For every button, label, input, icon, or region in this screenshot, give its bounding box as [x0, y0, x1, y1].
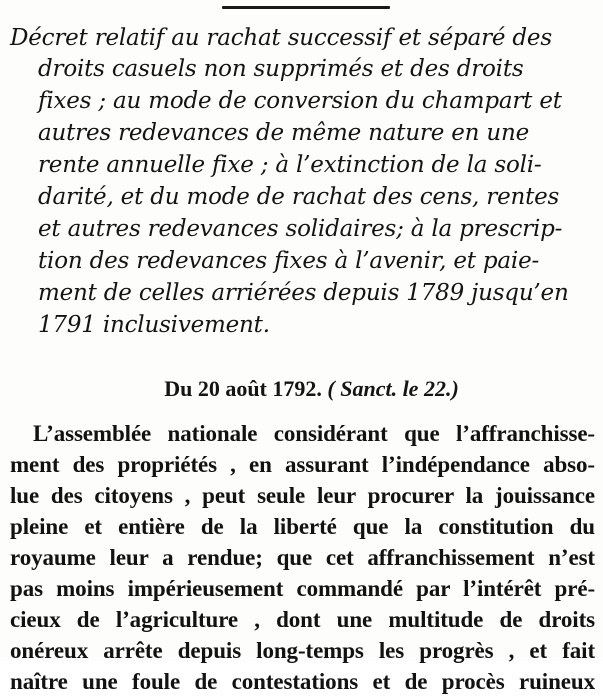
title-line: 1791 inclusivement.: [38, 312, 270, 338]
body-line: pas moins impérieusement commandé par l’intérêt pré-: [10, 576, 595, 601]
title-line: ment de celles arriérées depuis 1789 jusqu’en: [38, 280, 569, 306]
body-line: royaume leur a rendue; que cet affranchissement n’est: [10, 545, 595, 570]
title-line: darité, et du mode de rachat des cens, rentes: [38, 184, 560, 210]
title-line: tion des redevances fixes à l’avenir, et paie-: [38, 248, 540, 274]
title-line: autres redevances de même nature en une: [38, 120, 530, 146]
title-line: rente annuelle fixe ; à l’extinction de la soli-: [38, 152, 542, 178]
title-line: Décret relatif au rachat successif et séparé des: [10, 25, 552, 51]
sanction-date: ( Sanct. le 22.): [327, 376, 459, 401]
decorative-rule: [222, 6, 390, 9]
title-line: et autres redevances solidaires; à la prescrip-: [38, 216, 563, 242]
title-line: droits casuels non supprimés et des droits: [38, 56, 524, 82]
body-line: lue des citoyens , peut seule leur procurer la jouissance: [10, 483, 595, 508]
decree-date: Du 20 août 1792.: [164, 376, 322, 401]
title-line: fixes ; au mode de conversion du champart et: [38, 88, 562, 114]
body-line: naître une foule de contestations et de procès ruineux: [10, 669, 595, 694]
body-line: cieux de l’agriculture , dont une multitude de droits: [10, 607, 595, 632]
body-line: ment des propriétés , en assurant l’indépendance abso-: [10, 452, 595, 477]
dateline: [0, 374, 603, 404]
body-line: L’assemblée nationale considérant que l’affranchisse-: [33, 421, 595, 446]
body-line: pleine et entière de la liberté que la constitution du: [10, 514, 595, 539]
body-line: onéreux arrête depuis long-temps les progrès , et fait: [10, 638, 595, 663]
